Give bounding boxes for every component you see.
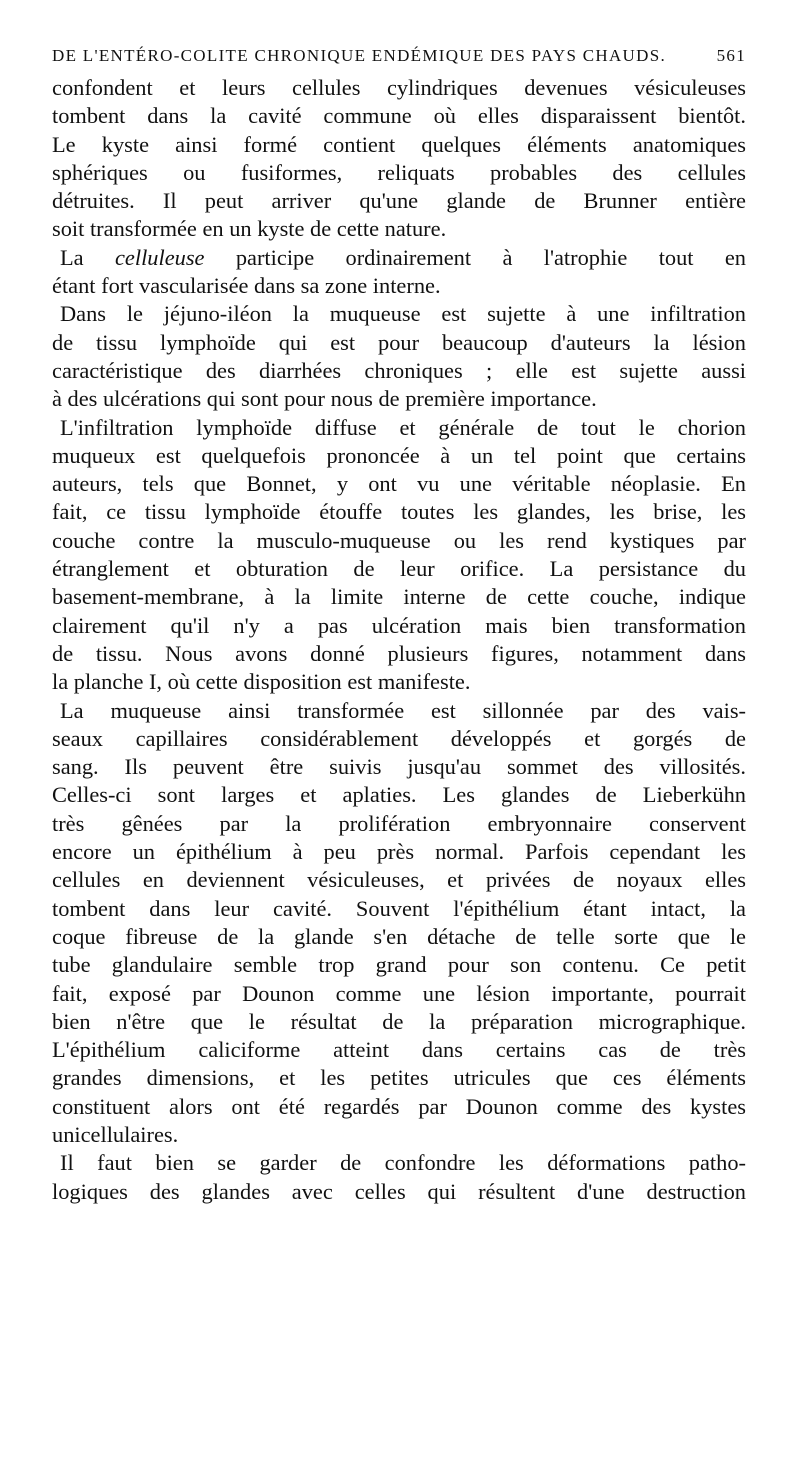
- text-line: Dans le jéjuno-iléon la muqueuse est sujette à une infiltration: [60, 301, 746, 327]
- text-line: la planche I, où cette disposition est manifeste.: [52, 669, 471, 695]
- running-title: DE L'ENTÉRO-COLITE CHRONIQUE ENDÉMIQUE DES PAYS CHAUDS.: [52, 46, 666, 65]
- text-run: participe ordinairement à l'atrophie tout en: [204, 244, 746, 270]
- text-line: fait, exposé par Dounon comme une lésion importante, pourrait: [52, 980, 746, 1006]
- text-line: étranglement et obturation de leur orifice. La persistance du: [52, 556, 746, 582]
- text-line: unicellulaires.: [52, 1121, 179, 1147]
- text-run: La: [60, 244, 115, 270]
- text-line: constituent alors ont été regardés par Dounon comme des kystes: [52, 1093, 746, 1119]
- text-line: auteurs, tels que Bonnet, y ont vu une véritable néoplasie. En: [52, 471, 746, 497]
- text-line: fait, ce tissu lymphoïde étouffe toutes les glandes, les brise, les: [52, 499, 746, 525]
- text-line: soit transformée en un kyste de cette nature.: [52, 216, 447, 242]
- text-line: bien n'être que le résultat de la préparation micrographique.: [52, 1008, 746, 1034]
- text-line: sang. Ils peuvent être suivis jusqu'au sommet des villosités.: [52, 754, 746, 780]
- text-line: Il faut bien se garder de confondre les déformations patho-: [60, 1150, 746, 1176]
- text-line: clairement qu'il n'y a pas ulcération mais bien transformation: [52, 612, 746, 638]
- text-line: La muqueuse ainsi transformée est sillonnée par des vais-: [60, 697, 746, 723]
- text-line: de tissu lymphoïde qui est pour beaucoup d'auteurs la lésion: [52, 329, 746, 355]
- text-line: Le kyste ainsi formé contient quelques éléments anatomiques: [52, 131, 746, 157]
- text-line: cellules en deviennent vésiculeuses, et privées de noyaux elles: [52, 867, 746, 893]
- page-number: 561: [716, 46, 746, 65]
- text-line: seaux capillaires considérablement développés et gorgés de: [52, 725, 746, 751]
- text-line: L'épithélium caliciforme atteint dans certains cas de très: [52, 1037, 746, 1063]
- text-line: détruites. Il peut arriver qu'une glande de Brunner entière: [52, 188, 746, 214]
- running-head: [52, 40, 746, 72]
- text-line: tombent dans la cavité commune où elles disparaissent bientôt.: [52, 103, 746, 129]
- text-line: basement-membrane, à la limite interne de cette couche, indique: [52, 584, 746, 610]
- text-line: logiques des glandes avec celles qui résultent d'une destruction: [52, 1178, 746, 1204]
- text-line: étant fort vascularisée dans sa zone interne.: [52, 273, 441, 299]
- text-line: muqueux est quelquefois prononcée à un tel point que certains: [52, 442, 746, 468]
- text-line: caractéristique des diarrhées chroniques ; elle est sujette aussi: [52, 357, 746, 383]
- text-line: sphériques ou fusiformes, reliquats probables des cellules: [52, 159, 746, 185]
- text-line: encore un épithélium à peu près normal. Parfois cependant les: [52, 839, 746, 865]
- text-line: de tissu. Nous avons donné plusieurs figures, notamment dans: [52, 640, 746, 666]
- text-line: [52, 244, 746, 272]
- text-line: tube glandulaire semble trop grand pour son contenu. Ce petit: [52, 952, 746, 978]
- text-line: grandes dimensions, et les petites utricules que ces éléments: [52, 1065, 746, 1091]
- body-text: [52, 74, 746, 1206]
- text-line: Celles-ci sont larges et aplaties. Les glandes de Lieberkühn: [52, 782, 746, 808]
- text-line: couche contre la musculo-muqueuse ou les rend kystiques par: [52, 527, 746, 553]
- emphasized-term: celluleuse: [114, 244, 205, 270]
- text-line: coque fibreuse de la glande s'en détache de telle sorte que le: [52, 923, 746, 949]
- book-page: [52, 40, 746, 1206]
- text-line: L'infiltration lymphoïde diffuse et générale de tout le chorion: [60, 414, 746, 440]
- text-line: à des ulcérations qui sont pour nous de première importance.: [52, 386, 597, 412]
- text-line: confondent et leurs cellules cylindriques devenues vésiculeuses: [52, 75, 746, 100]
- text-line: tombent dans leur cavité. Souvent l'épithélium étant intact, la: [52, 895, 746, 921]
- text-line: très gênées par la prolifération embryonnaire conservent: [52, 810, 746, 836]
